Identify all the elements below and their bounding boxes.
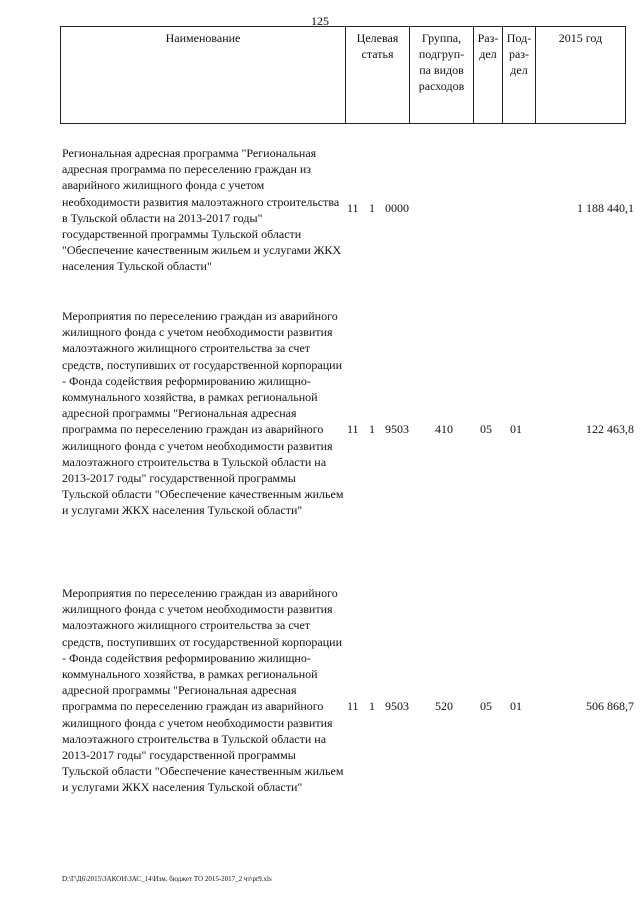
header-group-line1: Группа, [421, 31, 462, 45]
header-target-line2: статья [361, 47, 394, 61]
subsection-code: 01 [510, 422, 522, 436]
section-code: 05 [480, 699, 492, 713]
group-code: 520 [435, 699, 453, 713]
header-subsection-line1: Под- [506, 31, 532, 45]
group-code: 410 [435, 422, 453, 436]
header-group-line3: па видов [419, 63, 464, 77]
amount: 506 868,7 [586, 699, 634, 713]
file-path-footer: D:\Г\Д6\2015\ЗАКОН\ЗАС_14\Изм. бюджет ТО 2015-2017_2 чт\pr9.xls [62, 875, 272, 883]
target-part2: 1 [369, 422, 375, 436]
header-section [473, 27, 502, 123]
header-subsection [502, 27, 535, 123]
target-part1: 11 [347, 699, 359, 713]
header-subsection-line2: раз- [508, 47, 530, 61]
amount: 122 463,8 [586, 422, 634, 436]
header-group-line4: расходов [418, 79, 465, 93]
header-target [345, 27, 409, 123]
page-number: 125 [311, 14, 329, 28]
target-part1: 11 [347, 201, 359, 215]
table-row [62, 308, 632, 553]
target-part2: 1 [369, 201, 375, 215]
header-year [535, 27, 625, 123]
row-name: Мероприятия по переселению граждан из аварийного жилищного фонда с учетом необходимости развития малоэтажного жилищного строительства за счет средств, поступивших от государственной корпорации - Фонда содействия реформированию жилищно-коммунального хозяйства, в рамках региональной адресной программы "Региональная адресная программа по переселению граждан из аварийного жилищного фонда с учетом необходимости развития малоэтажного строительства в Тульской области на 2013-2017 годы" государственной программы Тульской области "Обеспечение качественным жильем и услугами ЖКХ населения Тульской области" [62, 309, 344, 518]
target-part3: 9503 [385, 699, 409, 713]
target-part3: 9503 [385, 422, 409, 436]
header-subsection-line3: дел [510, 63, 528, 77]
subsection-code: 01 [510, 699, 522, 713]
target-part2: 1 [369, 699, 375, 713]
table-row [62, 145, 632, 275]
row-name: Мероприятия по переселению граждан из аварийного жилищного фонда с учетом необходимости развития малоэтажного жилищного строительства за счет средств, поступивших от государственной корпорации - Фонда содействия реформированию жилищно-коммунального хозяйства, в рамках региональной адресной программы "Региональная адресная программа по переселению граждан из аварийного жилищного фонда с учетом необходимости развития малоэтажного строительства в Тульской области на 2013-2017 годы" государственной программы Тульской области "Обеспечение качественным жильем и услугами ЖКХ населения Тульской области" [62, 586, 344, 795]
amount: 1 188 440,1 [577, 201, 634, 215]
target-part3: 0000 [385, 201, 409, 215]
section-code: 05 [480, 422, 492, 436]
header-name [61, 27, 345, 123]
header-section-line1: Раз- [477, 31, 499, 45]
header-section-line2: дел [479, 47, 497, 61]
row-name: Региональная адресная программа "Региональная адресная программа по переселению граждан из аварийного жилищного фонда с учетом необходимости развития малоэтажного строительства в Тульской области на 2013-2017 годы" государственной программы Тульской области "Обеспечение качественным жильем и услугами ЖКХ населения Тульской области" [62, 146, 342, 274]
header-group-line2: подгруп- [418, 47, 465, 61]
header-group [409, 27, 473, 123]
table-header [60, 26, 626, 124]
table-row [62, 585, 632, 830]
header-name-label: Наименование [165, 31, 241, 45]
target-part1: 11 [347, 422, 359, 436]
header-year-label: 2015 год [558, 31, 603, 45]
header-target-line1: Целевая [356, 31, 399, 45]
